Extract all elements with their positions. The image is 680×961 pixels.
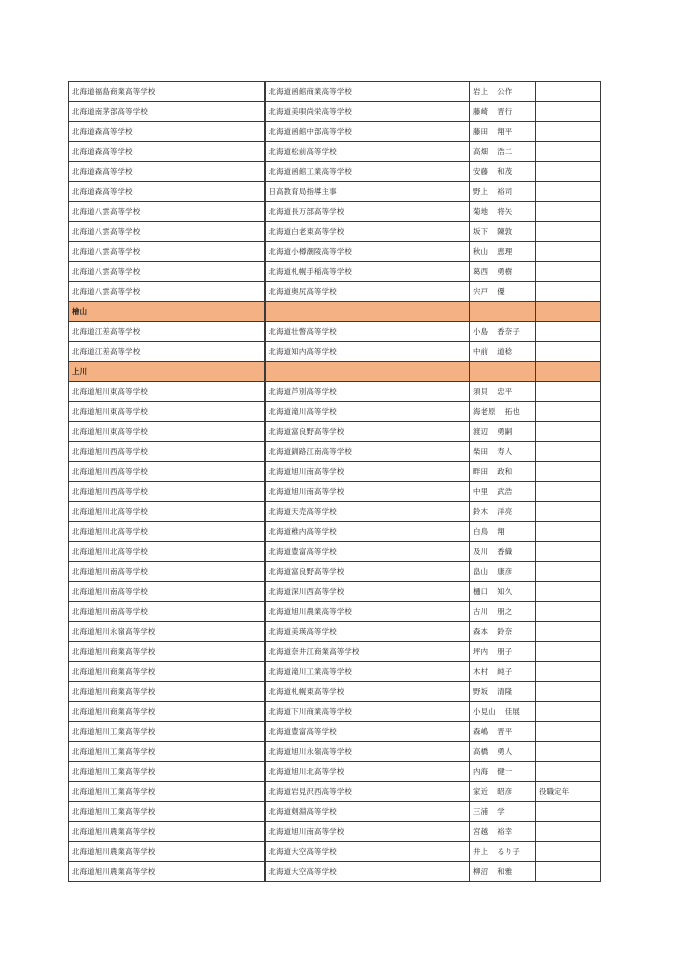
table-row (69, 222, 601, 242)
table-row (69, 102, 601, 122)
last-name: 及川 (473, 547, 489, 556)
region-empty-cell (536, 362, 601, 382)
table-row (69, 442, 601, 462)
table-row (69, 522, 601, 542)
table-row (69, 582, 601, 602)
first-name: 拓也 (504, 407, 520, 416)
table-row (69, 502, 601, 522)
from-school-cell: 北海道旭川商業高等学校 (69, 702, 265, 722)
last-name: 野坂 (473, 687, 489, 696)
table-row (69, 242, 601, 262)
from-school-cell: 北海道福島商業高等学校 (69, 82, 265, 102)
name-cell (470, 242, 536, 262)
name-cell (470, 222, 536, 242)
last-name: 藤崎 (473, 107, 489, 116)
to-school-cell: 北海道札幌手稲高等学校 (265, 262, 470, 282)
to-school-cell: 北海道芦別高等学校 (265, 382, 470, 402)
note-cell (536, 262, 601, 282)
to-school-cell: 北海道奥尻高等学校 (265, 282, 470, 302)
first-name: 知久 (497, 587, 513, 596)
note-cell (536, 382, 601, 402)
region-header-row (69, 362, 601, 382)
from-school-cell: 北海道旭川北高等学校 (69, 522, 265, 542)
from-school-cell: 北海道八雲高等学校 (69, 282, 265, 302)
to-school-cell: 北海道白老東高等学校 (265, 222, 470, 242)
name-cell (470, 482, 536, 502)
table-row (69, 342, 601, 362)
name-cell (470, 842, 536, 862)
name-cell (470, 282, 536, 302)
note-cell (536, 462, 601, 482)
region-empty-cell (470, 302, 536, 322)
to-school-cell: 北海道剣淵高等学校 (265, 802, 470, 822)
first-name: 将矢 (497, 207, 513, 216)
table-row (69, 122, 601, 142)
name-cell (470, 622, 536, 642)
from-school-cell: 北海道旭川東高等学校 (69, 402, 265, 422)
table-row (69, 642, 601, 662)
last-name: 菊地 (473, 207, 489, 216)
to-school-cell: 北海道函館商業高等学校 (265, 82, 470, 102)
name-cell (470, 722, 536, 742)
table-row (69, 682, 601, 702)
to-school-cell: 北海道知内高等学校 (265, 342, 470, 362)
name-cell (470, 522, 536, 542)
to-school-cell: 北海道岩見沢西高等学校 (265, 782, 470, 802)
personnel-transfer-table (68, 81, 601, 882)
note-cell (536, 502, 601, 522)
table-row (69, 482, 601, 502)
last-name: 木村 (473, 667, 489, 676)
last-name: 海老原 (473, 407, 496, 416)
table-row (69, 322, 601, 342)
note-cell (536, 322, 601, 342)
first-name: 陳敦 (497, 227, 513, 236)
note-cell (536, 522, 601, 542)
last-name: 森嶋 (473, 727, 489, 736)
last-name: 野上 (473, 187, 489, 196)
last-name: 須貝 (473, 387, 489, 396)
table-row (69, 602, 601, 622)
table-body (69, 82, 601, 882)
from-school-cell: 北海道旭川工業高等学校 (69, 802, 265, 822)
name-cell (470, 162, 536, 182)
name-cell (470, 602, 536, 622)
note-cell (536, 762, 601, 782)
table-row (69, 262, 601, 282)
to-school-cell: 北海道壮瞥高等学校 (265, 322, 470, 342)
from-school-cell: 北海道旭川商業高等学校 (69, 682, 265, 702)
first-name: 道稔 (497, 347, 513, 356)
note-cell (536, 562, 601, 582)
note-cell (536, 582, 601, 602)
to-school-cell: 北海道釧路江南高等学校 (265, 442, 470, 462)
table-row (69, 782, 601, 802)
name-cell (470, 662, 536, 682)
last-name: 岩上 (473, 87, 489, 96)
last-name: 安藤 (473, 167, 489, 176)
name-cell (470, 202, 536, 222)
name-cell (470, 182, 536, 202)
table-row (69, 462, 601, 482)
last-name: 柴田 (473, 447, 489, 456)
name-cell (470, 82, 536, 102)
to-school-cell: 北海道豊富高等学校 (265, 542, 470, 562)
name-cell (470, 122, 536, 142)
to-school-cell: 北海道長万部高等学校 (265, 202, 470, 222)
note-cell (536, 702, 601, 722)
name-cell (470, 422, 536, 442)
to-school-cell: 北海道旭川北高等学校 (265, 762, 470, 782)
note-cell (536, 862, 601, 882)
to-school-cell: 北海道旭川南高等学校 (265, 462, 470, 482)
note-cell (536, 442, 601, 462)
note-cell (536, 622, 601, 642)
table-row (69, 422, 601, 442)
from-school-cell: 北海道旭川東高等学校 (69, 382, 265, 402)
first-name: 和雅 (497, 867, 513, 876)
name-cell (470, 382, 536, 402)
first-name: 勇樹 (497, 267, 513, 276)
from-school-cell: 北海道旭川永嶺高等学校 (69, 622, 265, 642)
first-name: 忠平 (497, 387, 513, 396)
first-name: 清隆 (497, 687, 513, 696)
name-cell (470, 642, 536, 662)
last-name: 高橋 (473, 747, 489, 756)
first-name: 康彦 (497, 567, 513, 576)
table-row (69, 762, 601, 782)
from-school-cell: 北海道八雲高等学校 (69, 222, 265, 242)
first-name: 学 (497, 807, 505, 816)
last-name: 三浦 (473, 807, 489, 816)
note-cell (536, 202, 601, 222)
note-cell (536, 142, 601, 162)
note-cell (536, 342, 601, 362)
table-row (69, 722, 601, 742)
note-cell (536, 722, 601, 742)
to-school-cell: 北海道美瑛高等学校 (265, 622, 470, 642)
note-cell (536, 822, 601, 842)
from-school-cell: 北海道旭川農業高等学校 (69, 862, 265, 882)
note-cell (536, 162, 601, 182)
from-school-cell: 北海道旭川東高等学校 (69, 422, 265, 442)
name-cell (470, 582, 536, 602)
last-name: 家近 (473, 787, 489, 796)
to-school-cell: 北海道深川西高等学校 (265, 582, 470, 602)
from-school-cell: 北海道旭川工業高等学校 (69, 722, 265, 742)
note-cell (536, 802, 601, 822)
last-name: 高畑 (473, 147, 489, 156)
note-cell (536, 742, 601, 762)
note-cell (536, 662, 601, 682)
first-name: 純子 (497, 667, 513, 676)
from-school-cell: 北海道旭川南高等学校 (69, 562, 265, 582)
last-name: 鈴木 (473, 507, 489, 516)
first-name: 健一 (497, 767, 513, 776)
from-school-cell: 北海道旭川北高等学校 (69, 542, 265, 562)
name-cell (470, 342, 536, 362)
table-row (69, 622, 601, 642)
last-name: 坪内 (473, 647, 489, 656)
from-school-cell: 北海道旭川農業高等学校 (69, 822, 265, 842)
last-name: 樋口 (473, 587, 489, 596)
note-cell (536, 182, 601, 202)
last-name: 古川 (473, 607, 489, 616)
first-name: 政和 (497, 467, 513, 476)
to-school-cell: 北海道滝川高等学校 (265, 402, 470, 422)
last-name: 宍戸 (473, 287, 489, 296)
name-cell (470, 442, 536, 462)
note-cell (536, 482, 601, 502)
last-name: 秋山 (473, 247, 489, 256)
note-cell (536, 842, 601, 862)
last-name: 井上 (473, 847, 489, 856)
first-name: 晋行 (497, 107, 513, 116)
region-empty-cell (470, 362, 536, 382)
note-cell (536, 422, 601, 442)
from-school-cell: 北海道旭川南高等学校 (69, 582, 265, 602)
table-row (69, 202, 601, 222)
region-empty-cell (265, 362, 470, 382)
last-name: 坂下 (473, 227, 489, 236)
name-cell (470, 822, 536, 842)
table-row (69, 402, 601, 422)
name-cell (470, 762, 536, 782)
table-row (69, 82, 601, 102)
note-cell (536, 642, 601, 662)
region-header-row (69, 302, 601, 322)
first-name: 翔 (497, 527, 505, 536)
first-name: 武浩 (497, 487, 513, 496)
to-school-cell: 北海道美唄尚栄高等学校 (265, 102, 470, 122)
table-row (69, 162, 601, 182)
last-name: 渡辺 (473, 427, 489, 436)
note-cell (536, 282, 601, 302)
first-name: 裕幸 (497, 827, 513, 836)
note-cell (536, 222, 601, 242)
region-empty-cell (536, 302, 601, 322)
to-school-cell: 北海道大空高等学校 (265, 862, 470, 882)
from-school-cell: 北海道旭川農業高等学校 (69, 842, 265, 862)
to-school-cell: 北海道奈井江商業高等学校 (265, 642, 470, 662)
first-name: 香奈子 (497, 327, 520, 336)
note-cell (536, 542, 601, 562)
from-school-cell: 北海道旭川工業高等学校 (69, 782, 265, 802)
note-cell (536, 102, 601, 122)
to-school-cell: 北海道大空高等学校 (265, 842, 470, 862)
from-school-cell: 北海道江差高等学校 (69, 342, 265, 362)
to-school-cell: 北海道豊富高等学校 (265, 722, 470, 742)
from-school-cell: 北海道旭川西高等学校 (69, 462, 265, 482)
to-school-cell: 日高教育局指導主事 (265, 182, 470, 202)
table-row (69, 822, 601, 842)
table-row (69, 662, 601, 682)
first-name: 佳展 (504, 707, 520, 716)
table-row (69, 182, 601, 202)
region-label-cell: 檜山 (69, 302, 265, 322)
from-school-cell: 北海道八雲高等学校 (69, 242, 265, 262)
name-cell (470, 862, 536, 882)
to-school-cell: 北海道松前高等学校 (265, 142, 470, 162)
first-name: 優 (497, 287, 505, 296)
table-row (69, 842, 601, 862)
name-cell (470, 402, 536, 422)
to-school-cell: 北海道下川商業高等学校 (265, 702, 470, 722)
last-name: 葛西 (473, 267, 489, 276)
name-cell (470, 682, 536, 702)
name-cell (470, 322, 536, 342)
first-name: 寿人 (497, 447, 513, 456)
last-name: 宮越 (473, 827, 489, 836)
last-name: 畔田 (473, 467, 489, 476)
name-cell (470, 542, 536, 562)
name-cell (470, 502, 536, 522)
from-school-cell: 北海道旭川工業高等学校 (69, 742, 265, 762)
first-name: 裕司 (497, 187, 513, 196)
from-school-cell: 北海道森高等学校 (69, 182, 265, 202)
from-school-cell: 北海道森高等学校 (69, 122, 265, 142)
last-name: 小島 (473, 327, 489, 336)
first-name: 浩二 (497, 147, 513, 156)
to-school-cell: 北海道旭川南高等学校 (265, 822, 470, 842)
last-name: 中前 (473, 347, 489, 356)
from-school-cell: 北海道旭川商業高等学校 (69, 642, 265, 662)
table-row (69, 862, 601, 882)
region-label-cell: 上川 (69, 362, 265, 382)
first-name: 恵理 (497, 247, 513, 256)
first-name: 昭彦 (497, 787, 513, 796)
first-name: 香織 (497, 547, 513, 556)
name-cell (470, 802, 536, 822)
from-school-cell: 北海道森高等学校 (69, 162, 265, 182)
from-school-cell: 北海道八雲高等学校 (69, 202, 265, 222)
table-row (69, 282, 601, 302)
from-school-cell: 北海道旭川北高等学校 (69, 502, 265, 522)
last-name: 森本 (473, 627, 489, 636)
table-row (69, 802, 601, 822)
first-name: 朋子 (497, 647, 513, 656)
note-cell (536, 242, 601, 262)
from-school-cell: 北海道旭川西高等学校 (69, 442, 265, 462)
to-school-cell: 北海道滝川工業高等学校 (265, 662, 470, 682)
first-name: 朋之 (497, 607, 513, 616)
to-school-cell: 北海道函館工業高等学校 (265, 162, 470, 182)
region-empty-cell (265, 302, 470, 322)
note-cell (536, 602, 601, 622)
name-cell (470, 102, 536, 122)
last-name: 藤田 (473, 127, 489, 136)
last-name: 小見山 (473, 707, 496, 716)
first-name: 勇嗣 (497, 427, 513, 436)
from-school-cell: 北海道南茅部高等学校 (69, 102, 265, 122)
to-school-cell: 北海道函館中部高等学校 (265, 122, 470, 142)
to-school-cell: 北海道稚内高等学校 (265, 522, 470, 542)
first-name: 和茂 (497, 167, 513, 176)
to-school-cell: 北海道旭川永嶺高等学校 (265, 742, 470, 762)
name-cell (470, 702, 536, 722)
name-cell (470, 142, 536, 162)
from-school-cell: 北海道森高等学校 (69, 142, 265, 162)
to-school-cell: 北海道天売高等学校 (265, 502, 470, 522)
table-row (69, 742, 601, 762)
to-school-cell: 北海道札幌東高等学校 (265, 682, 470, 702)
last-name: 柳沼 (473, 867, 489, 876)
from-school-cell: 北海道旭川商業高等学校 (69, 662, 265, 682)
first-name: 公作 (497, 87, 513, 96)
table-row (69, 542, 601, 562)
name-cell (470, 742, 536, 762)
from-school-cell: 北海道旭川西高等学校 (69, 482, 265, 502)
note-cell (536, 402, 601, 422)
note-cell (536, 122, 601, 142)
note-cell (536, 82, 601, 102)
name-cell (470, 782, 536, 802)
from-school-cell: 北海道旭川工業高等学校 (69, 762, 265, 782)
first-name: 勇人 (497, 747, 513, 756)
last-name: 畠山 (473, 567, 489, 576)
to-school-cell: 北海道富良野高等学校 (265, 562, 470, 582)
first-name: 晋平 (497, 727, 513, 736)
to-school-cell: 北海道富良野高等学校 (265, 422, 470, 442)
first-name: 鈴奈 (497, 627, 513, 636)
to-school-cell: 北海道旭川農業高等学校 (265, 602, 470, 622)
note-cell: 役職定年 (536, 782, 601, 802)
table-row (69, 562, 601, 582)
first-name: 洋亮 (497, 507, 513, 516)
first-name: 翔平 (497, 127, 513, 136)
to-school-cell: 北海道旭川南高等学校 (265, 482, 470, 502)
name-cell (470, 262, 536, 282)
first-name: るり子 (497, 847, 520, 856)
table-row (69, 382, 601, 402)
name-cell (470, 562, 536, 582)
name-cell (470, 462, 536, 482)
table-row (69, 142, 601, 162)
from-school-cell: 北海道八雲高等学校 (69, 262, 265, 282)
last-name: 内海 (473, 767, 489, 776)
from-school-cell: 北海道旭川南高等学校 (69, 602, 265, 622)
to-school-cell: 北海道小樽潮陵高等学校 (265, 242, 470, 262)
last-name: 中里 (473, 487, 489, 496)
last-name: 白鳥 (473, 527, 489, 536)
note-cell (536, 682, 601, 702)
table-row (69, 702, 601, 722)
from-school-cell: 北海道江差高等学校 (69, 322, 265, 342)
